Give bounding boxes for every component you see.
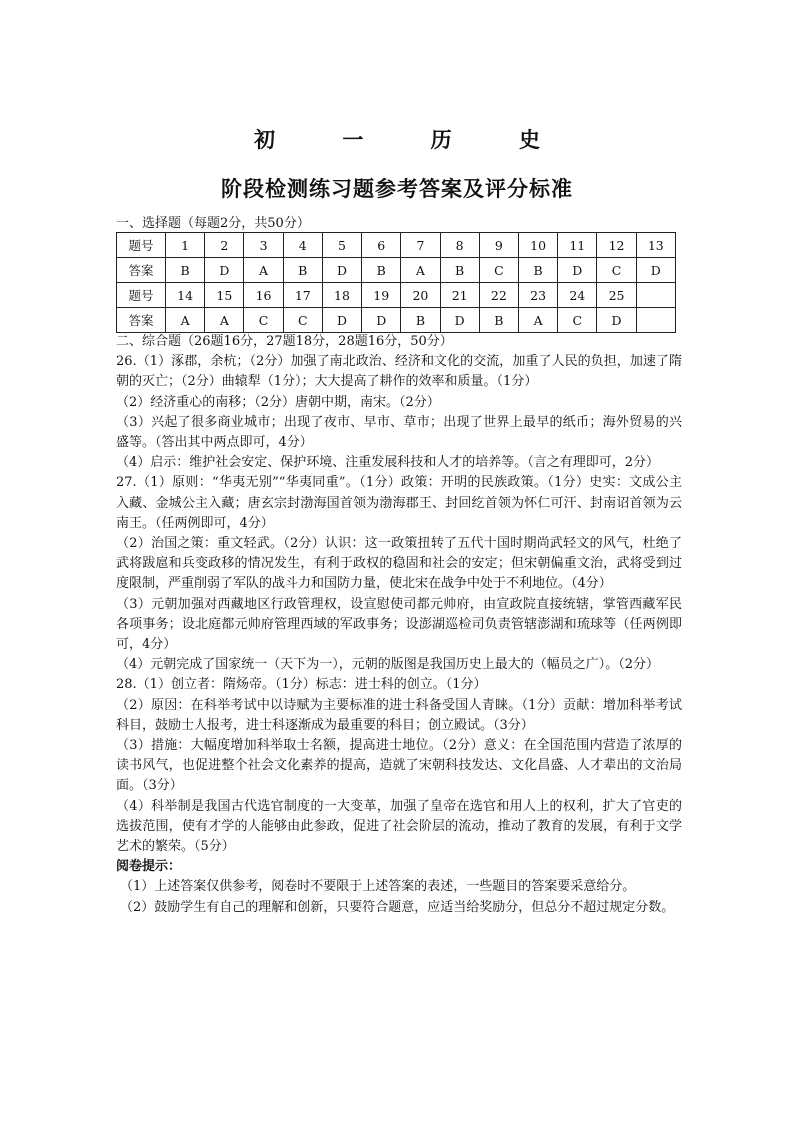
section-heading-comprehensive: 二、综合题（26题16分，27题18分，28题16分，50分） — [116, 334, 453, 349]
page-subtitle: 阶段检测练习题参考答案及评分标准 — [221, 176, 573, 201]
table-row — [117, 283, 676, 308]
table-cell: 2 — [205, 233, 244, 258]
table-cell: D — [440, 308, 479, 333]
table-cell: 19 — [362, 283, 401, 308]
table-cell: A — [205, 308, 244, 333]
answer-paragraph: （3）兴起了很多商业城市；出现了夜市、早市、草市；出现了世界上最早的纸币；海外贸易的兴盛等。（答出其中两点即可，4分） — [116, 414, 682, 451]
table-cell: 25 — [597, 283, 636, 308]
table-cell: C — [283, 308, 322, 333]
answer-paragraph: （2）原因：在科举考试中以诗赋为主要标准的进士科备受国人青睐。（1分）贡献：增加科举考试科目，鼓励士人报考，进士科逐渐成为最重要的科目；创立殿试。（3分） — [116, 697, 682, 733]
table-cell: 6 — [362, 233, 401, 258]
table-cell: B — [518, 258, 557, 283]
answer-paragraph: （3）措施：大幅度增加科举取士名额，提高进士地位。（2分）意义：在全国范围内营造了浓厚的读书风气，也促进整个社会文化素养的提高，造就了宋朝科技发达、文化昌盛、人才辈出的文治局面。（3分） — [116, 738, 682, 794]
table-cell: 22 — [479, 283, 518, 308]
table-cell: C — [244, 308, 283, 333]
table-cell: D — [322, 308, 361, 333]
table-cell: 9 — [479, 233, 518, 258]
answer-paragraph: （4）元朝完成了国家统一（天下为一），元朝的版图是我国历史上最大的（幅员之广）。（2分） — [116, 657, 660, 673]
answer-paragraph: 27.（1）原则：“华夷无别”“华夷同重”。（1分）政策：开明的民族政策。（1分）史实：文成公主入藏、金城公主入藏；唐玄宗封渤海国首领为渤海郡王、封回纥首领为怀仁可汗、封南诏首领为云南王。（任两例即可，4分） — [116, 475, 682, 531]
grading-tip: （2）鼓励学生有自己的理解和创新，只要符合题意，应适当给奖励分，但总分不超过规定分数。 — [120, 899, 675, 915]
table-cell: B — [440, 258, 479, 283]
grading-tips-heading: 阅卷提示： — [116, 859, 182, 875]
table-cell: A — [244, 258, 283, 283]
answer-paragraph: （4）启示：维护社会安定、保护环境、注重发展科技和人才的培养等。（言之有理即可，2分） — [116, 455, 660, 471]
table-row-header: 题号 — [117, 283, 166, 308]
table-cell: D — [636, 258, 675, 283]
table-cell: 1 — [166, 233, 205, 258]
table-cell: D — [362, 308, 401, 333]
table-row — [117, 258, 676, 283]
grading-tip: （1）上述答案仅供参考，阅卷时不要限于上述答案的表述，一些题目的答案要采意给分。 — [120, 879, 636, 895]
table-row — [117, 233, 676, 258]
table-cell: 3 — [244, 233, 283, 258]
table-cell: 7 — [401, 233, 440, 258]
table-cell: B — [283, 258, 322, 283]
table-cell: C — [558, 308, 597, 333]
table-cell: D — [205, 258, 244, 283]
table-cell: A — [518, 308, 557, 333]
answer-paragraph: （2）治国之策：重文轻武。（2分）认识：这一政策扭转了五代十国时期尚武轻文的风气，杜绝了武将跋扈和兵变政移的情况发生，有利于政权的稳固和社会的安定；但宋朝偏重文治，武将受到过度限制，严重削弱了军队的战斗力和国防力量，使北宋在战争中处于不利地位。（4分） — [116, 536, 682, 592]
answer-body — [116, 332, 682, 918]
table-cell: B — [401, 308, 440, 333]
table-cell: 4 — [283, 233, 322, 258]
table-cell: B — [166, 258, 205, 283]
table-cell: 16 — [244, 283, 283, 308]
table-cell: C — [479, 258, 518, 283]
table-cell: 21 — [440, 283, 479, 308]
table-cell: 24 — [558, 283, 597, 308]
table-cell: D — [558, 258, 597, 283]
answer-table — [116, 232, 676, 333]
answer-paragraph: （4）科举制是我国古代选官制度的一大变革，加强了皇帝在选官和用人上的权利，扩大了官吏的选拔范围，使有才学的人能够由此参政，促进了社会阶层的流动，推动了教育的发展，有利于文学艺术的繁荣。（5分） — [116, 798, 682, 855]
table-cell: A — [166, 308, 205, 333]
table-cell: D — [597, 308, 636, 333]
table-cell: A — [401, 258, 440, 283]
answer-paragraph: 26.（1）涿郡，余杭；（2分）加强了南北政治、经济和文化的交流，加重了人民的负担，加速了隋朝的灭亡；（2分）曲辕犁（1分）；大大提高了耕作的效率和质量。（1分） — [116, 354, 682, 390]
table-cell: 10 — [518, 233, 557, 258]
page-title: 初 一 历 史 — [254, 127, 570, 152]
table-cell: 14 — [166, 283, 205, 308]
table-cell: 15 — [205, 283, 244, 308]
section-heading-choice: 一、选择题（每题2分，共50分） — [116, 216, 310, 231]
table-cell: B — [479, 308, 518, 333]
table-cell: 23 — [518, 283, 557, 308]
table-cell: 20 — [401, 283, 440, 308]
table-cell: 18 — [322, 283, 361, 308]
answer-paragraph: 28.（1）创立者：隋炀帝。（1分）标志：进士科的创立。（1分） — [116, 677, 487, 693]
table-cell — [636, 283, 675, 308]
answer-paragraph: （2）经济重心的南移；（2分）唐朝中期，南宋。（2分） — [116, 394, 440, 410]
table-cell: 13 — [636, 233, 675, 258]
table-row-header: 答案 — [117, 308, 166, 333]
table-row — [117, 308, 676, 333]
table-row-header: 答案 — [117, 258, 166, 283]
table-cell: 11 — [558, 233, 597, 258]
answer-paragraph: （3）元朝加强对西藏地区行政管理权，设宣慰使司都元帅府，由宣政院直接统辖，掌管西藏军民各项事务；设北庭都元帅府管理西域的军政事务；设澎湖巡检司负责管辖澎湖和琉球等（任两例即可，4分） — [116, 596, 682, 653]
table-cell: 5 — [322, 233, 361, 258]
table-cell — [636, 308, 675, 333]
table-cell: 8 — [440, 233, 479, 258]
table-cell: 12 — [597, 233, 636, 258]
table-row-header: 题号 — [117, 233, 166, 258]
table-cell: C — [597, 258, 636, 283]
table-cell: B — [362, 258, 401, 283]
table-cell: 17 — [283, 283, 322, 308]
table-cell: D — [322, 258, 361, 283]
